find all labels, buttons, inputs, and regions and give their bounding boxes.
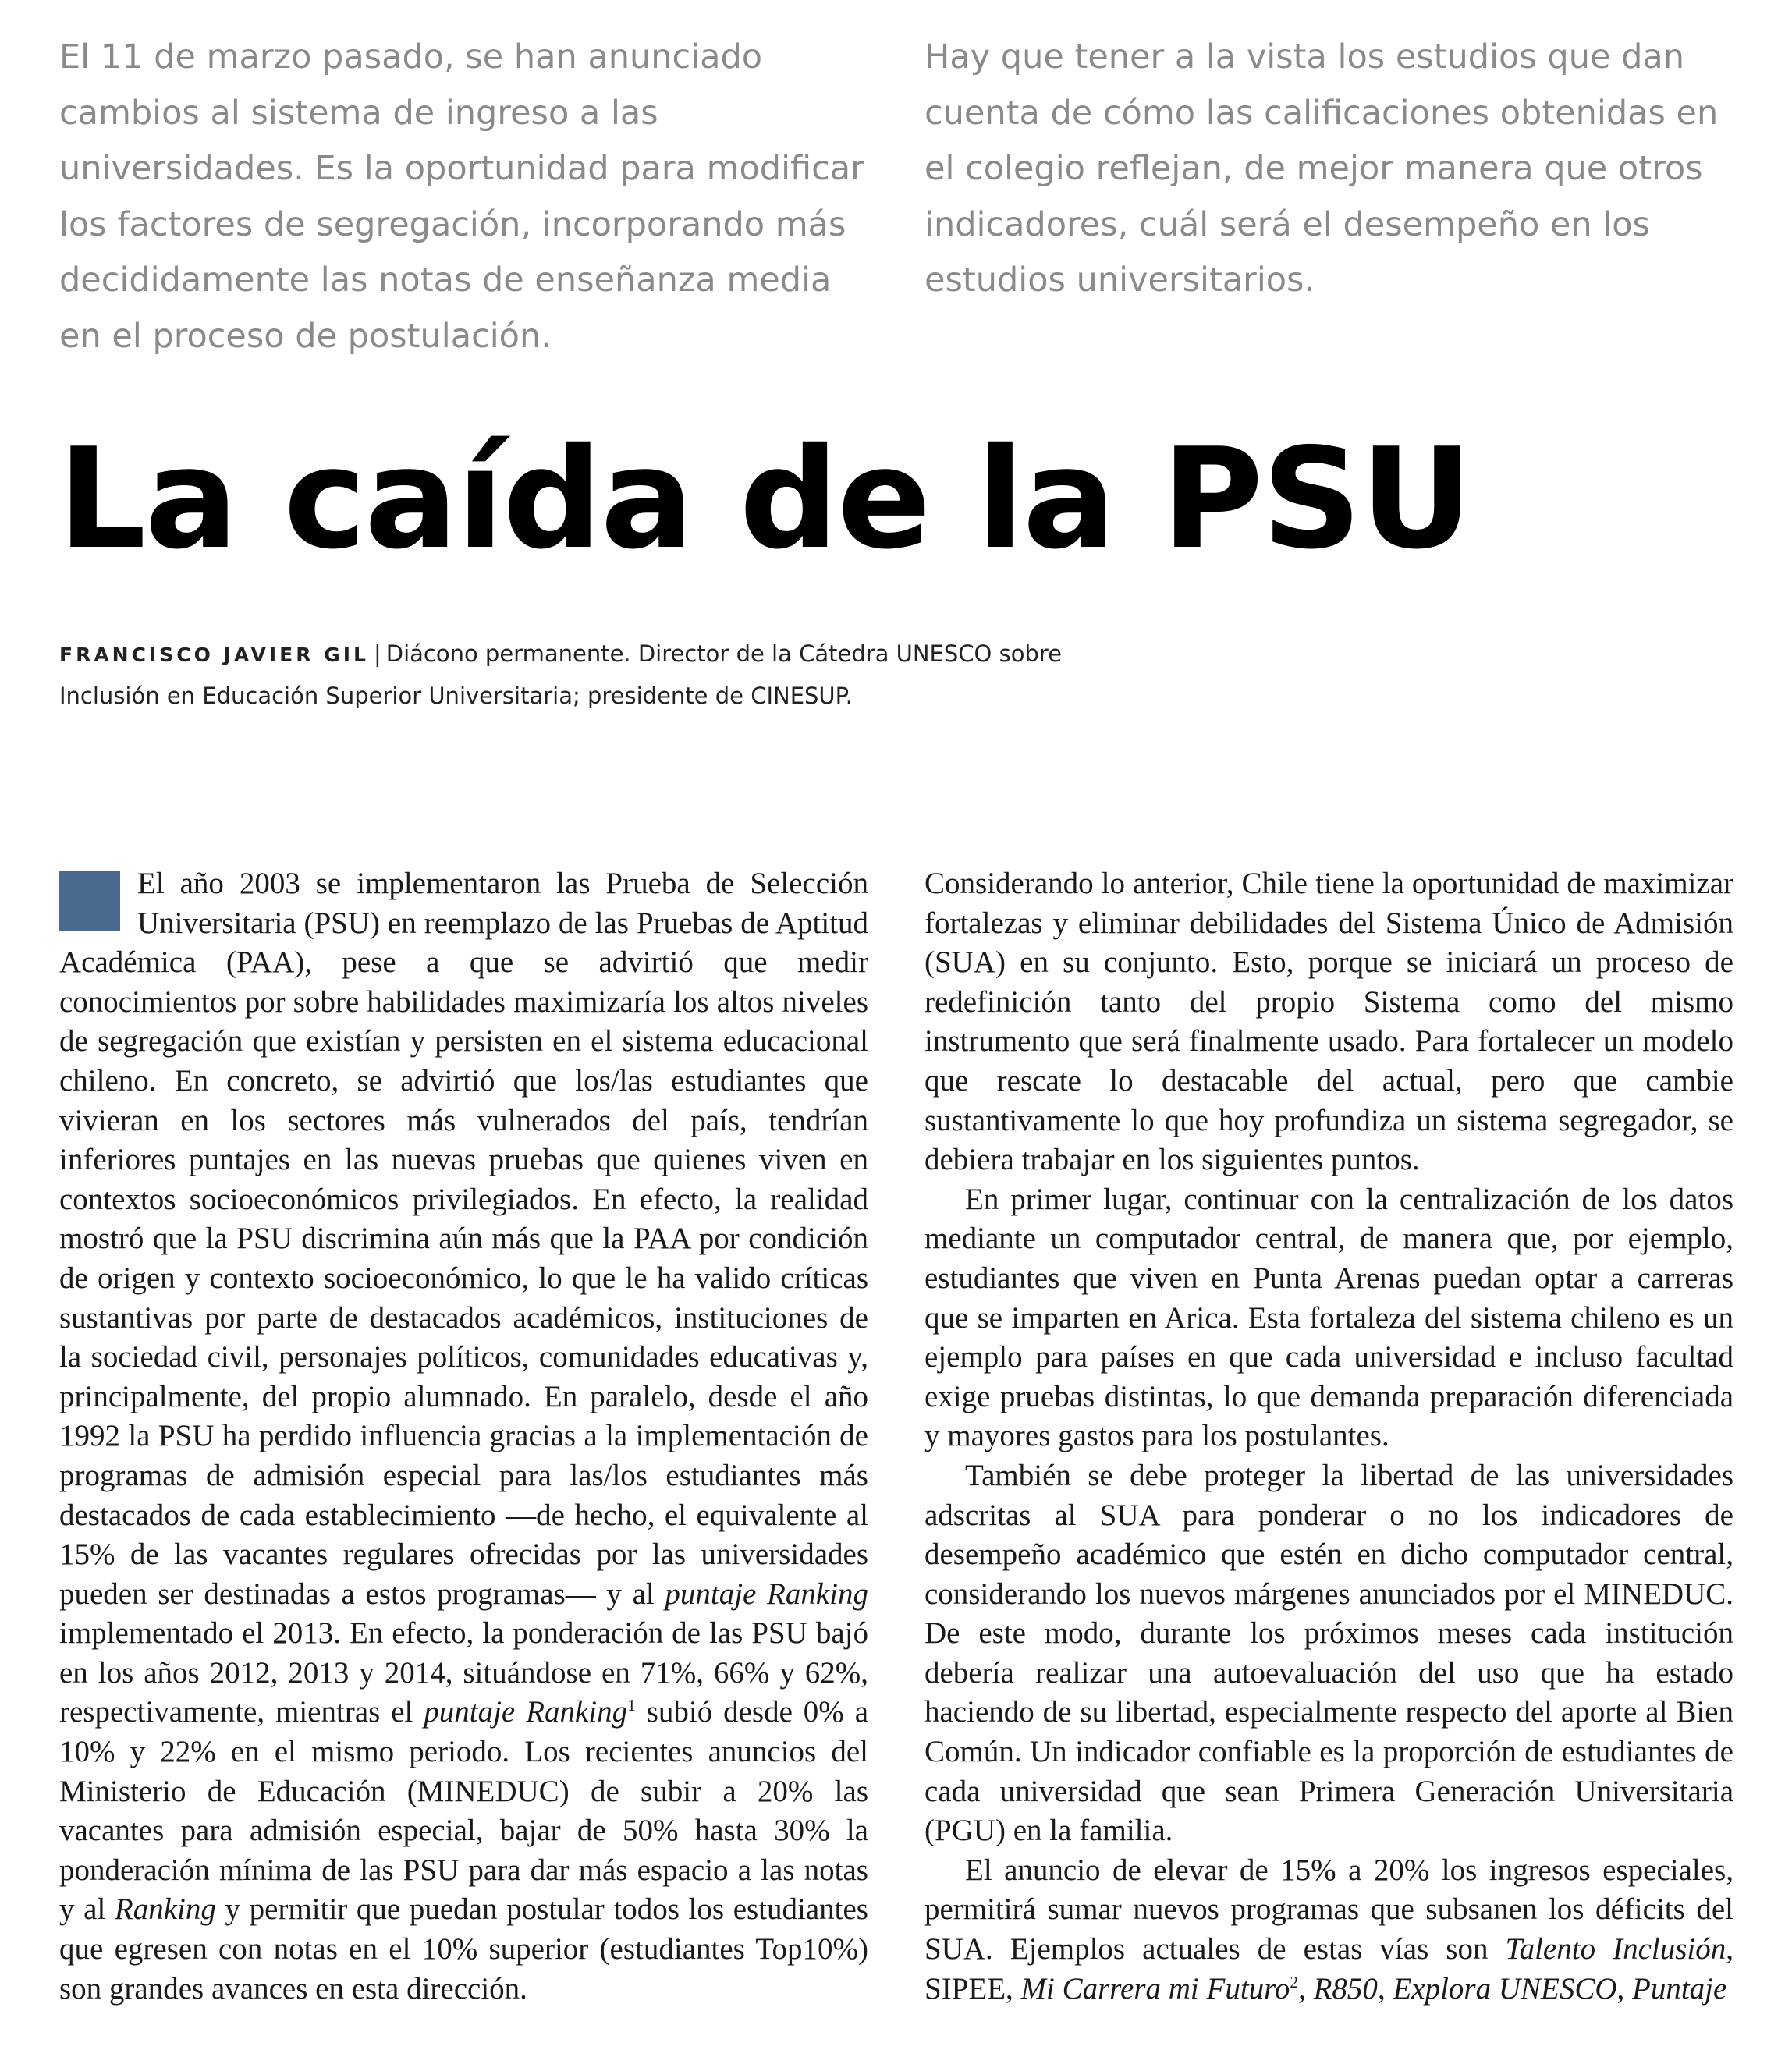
body-italic: R850: [1313, 1971, 1378, 2006]
body-paragraph: En primer lugar, continuar con la centralización de los datos mediante un computador central, de manera que, por ejemplo, estudiantes que viven en Punta Arenas puedan optar a carreras que se imparten en Arica. Esta fortaleza del sistema chileno es un ejemplo para países en que cada universidad e incluso facultad exige pruebas distintas, lo que demanda preparación diferenciada y mayores gastos para los postulantes.: [924, 1182, 1733, 1453]
byline-description: Diácono permanente. Director de la Cátedra UNESCO sobre Inclusión en Educación Superior Universitaria; presidente de CINESUP.: [59, 640, 1062, 709]
body-italic: Puntaje: [1632, 1971, 1727, 2006]
body-column-right: [924, 864, 1733, 2009]
body-italic: Mi Carrera mi Futuro: [1020, 1971, 1290, 2006]
footnote-ref-2: 2: [1290, 1972, 1299, 1991]
body-italic: Talento Inclusión: [1505, 1932, 1726, 1967]
body-italic: Explora UNESCO: [1393, 1971, 1617, 2006]
body-text: y permitir que puedan postular todos los estudiantes que egresen con notas en el 10% superior (estudiantes Top10%) son grandes avances en esta dirección.: [59, 1892, 868, 2006]
body-text: ,: [1298, 1971, 1314, 2006]
body-text: El anuncio de elevar de 15% a 20% los ingresos especiales, permitirá sumar nuevos programas que subsanen los déficits del SUA. Ejemplos actuales de estas vías son: [924, 1853, 1733, 1967]
body-text: implementado el 2013. En efecto, la ponderación de las PSU bajó en los años 2012, 2013 y 2014, situándose en 71%, 66% y 62%, respectivamente, mientras el: [59, 1616, 868, 1729]
body-italic: puntaje Ranking: [424, 1695, 628, 1729]
body-text: ,: [1377, 1971, 1393, 2006]
body-text: El año 2003 se implementaron las Prueba de Selección Universitaria (PSU) en reemplazo de las Pruebas de Aptitud Académica (PAA), pese a que se advirtió que medir conocimientos por sobre habilidades maximizaría los altos niveles de segregación que existían y persisten en el sistema educacional chileno. En concreto, se advirtió que los/las estudiantes que vivieran en los sectores más vulnerados del país, tendrían inferiores puntajes en las nuevas pruebas que quienes viven en contextos socioeconómicos privilegiados. En efecto, la realidad mostró que la PSU discrimina aún más que la PAA por condición de origen y contexto socioeconómico, lo que le ha valido críticas sustantivas por parte de destacados académicos, instituciones de la sociedad civil, personajes políticos, comunidades educativas y, principalmente, del propio alumnado. En paralelo, desde el año 1992 la PSU ha perdido influencia gracias a la implementación de programas de admisión especial para las/los estudiantes más destacados de cada establecimiento —de hecho, el equivalente al 15% de las vacantes regulares ofrecidas por las universidades pueden ser destinadas a estos programas— y al: [59, 867, 868, 1611]
body-paragraph: [924, 1851, 1733, 2009]
body-text: subió desde 0% a 10% y 22% en el mismo periodo. Los recientes anuncios del Ministerio de Educación (MINEDUC) de subir a 20% las vacantes para admisión especial, bajar de 50% hasta 30% la ponderación mínima de las PSU para dar más espacio a las notas y al: [59, 1695, 868, 1927]
body-italic: Ranking: [114, 1892, 216, 1927]
body-column-left: [59, 864, 868, 2009]
body-text: , SIPEE,: [924, 1932, 1733, 2006]
byline-author: FRANCISCO JAVIER GIL: [59, 644, 369, 666]
article-title: La caída de la PSU: [58, 418, 1472, 580]
body-text: ,: [1616, 1971, 1633, 2006]
byline: [59, 633, 1073, 716]
body-paragraph: [59, 864, 868, 2009]
byline-separator: |: [373, 640, 381, 667]
footnote-ref-1: 1: [627, 1696, 636, 1715]
lede-right: Hay que tener a la vista los estudios que dan cuenta de cómo las calificaciones obtenidas en el colegio reflejan, de mejor manera que otros indicadores, cuál será el desempeño en los estudios universitarios.: [924, 37, 1719, 300]
body-paragraph: Considerando lo anterior, Chile tiene la oportunidad de maximizar fortalezas y eliminar debilidades del Sistema Único de Admisión (SUA) en su conjunto. Esto, porque se iniciará un proceso de redefinición tanto del propio Sistema como del mismo instrumento que será finalmente usado. Para fortalecer un modelo que rescate lo destacable del actual, pero que cambie sustantivamente lo que hoy profundiza un sistema segregador, se debiera trabajar en los siguientes puntos.: [924, 867, 1733, 1177]
body-italic: puntaje Ranking: [665, 1577, 868, 1611]
body-paragraph: También se debe proteger la libertad de las universidades adscritas al SUA para ponderar o no los indicadores de desempeño académico que estén en dicho computador central, considerando los nuevos márgenes anunciados por el MINEDUC. De este modo, durante los próximos meses cada institución debería realizar una autoevaluación del uso que ha estado haciendo de su libertad, especialmente respecto del aporte al Bien Común. Un indicador confiable es la proporción de estudiantes de cada universidad que sean Primera Generación Universitaria (PGU) en la familia.: [924, 1458, 1733, 1848]
drop-cap-square: [59, 871, 120, 931]
lede-left: El 11 de marzo pasado, se han anunciado cambios al sistema de ingreso a las universidades. Es la oportunidad para modificar los factores de segregación, incorporando más decididamente las notas de enseñanza media en el proceso de postulación.: [59, 37, 864, 356]
